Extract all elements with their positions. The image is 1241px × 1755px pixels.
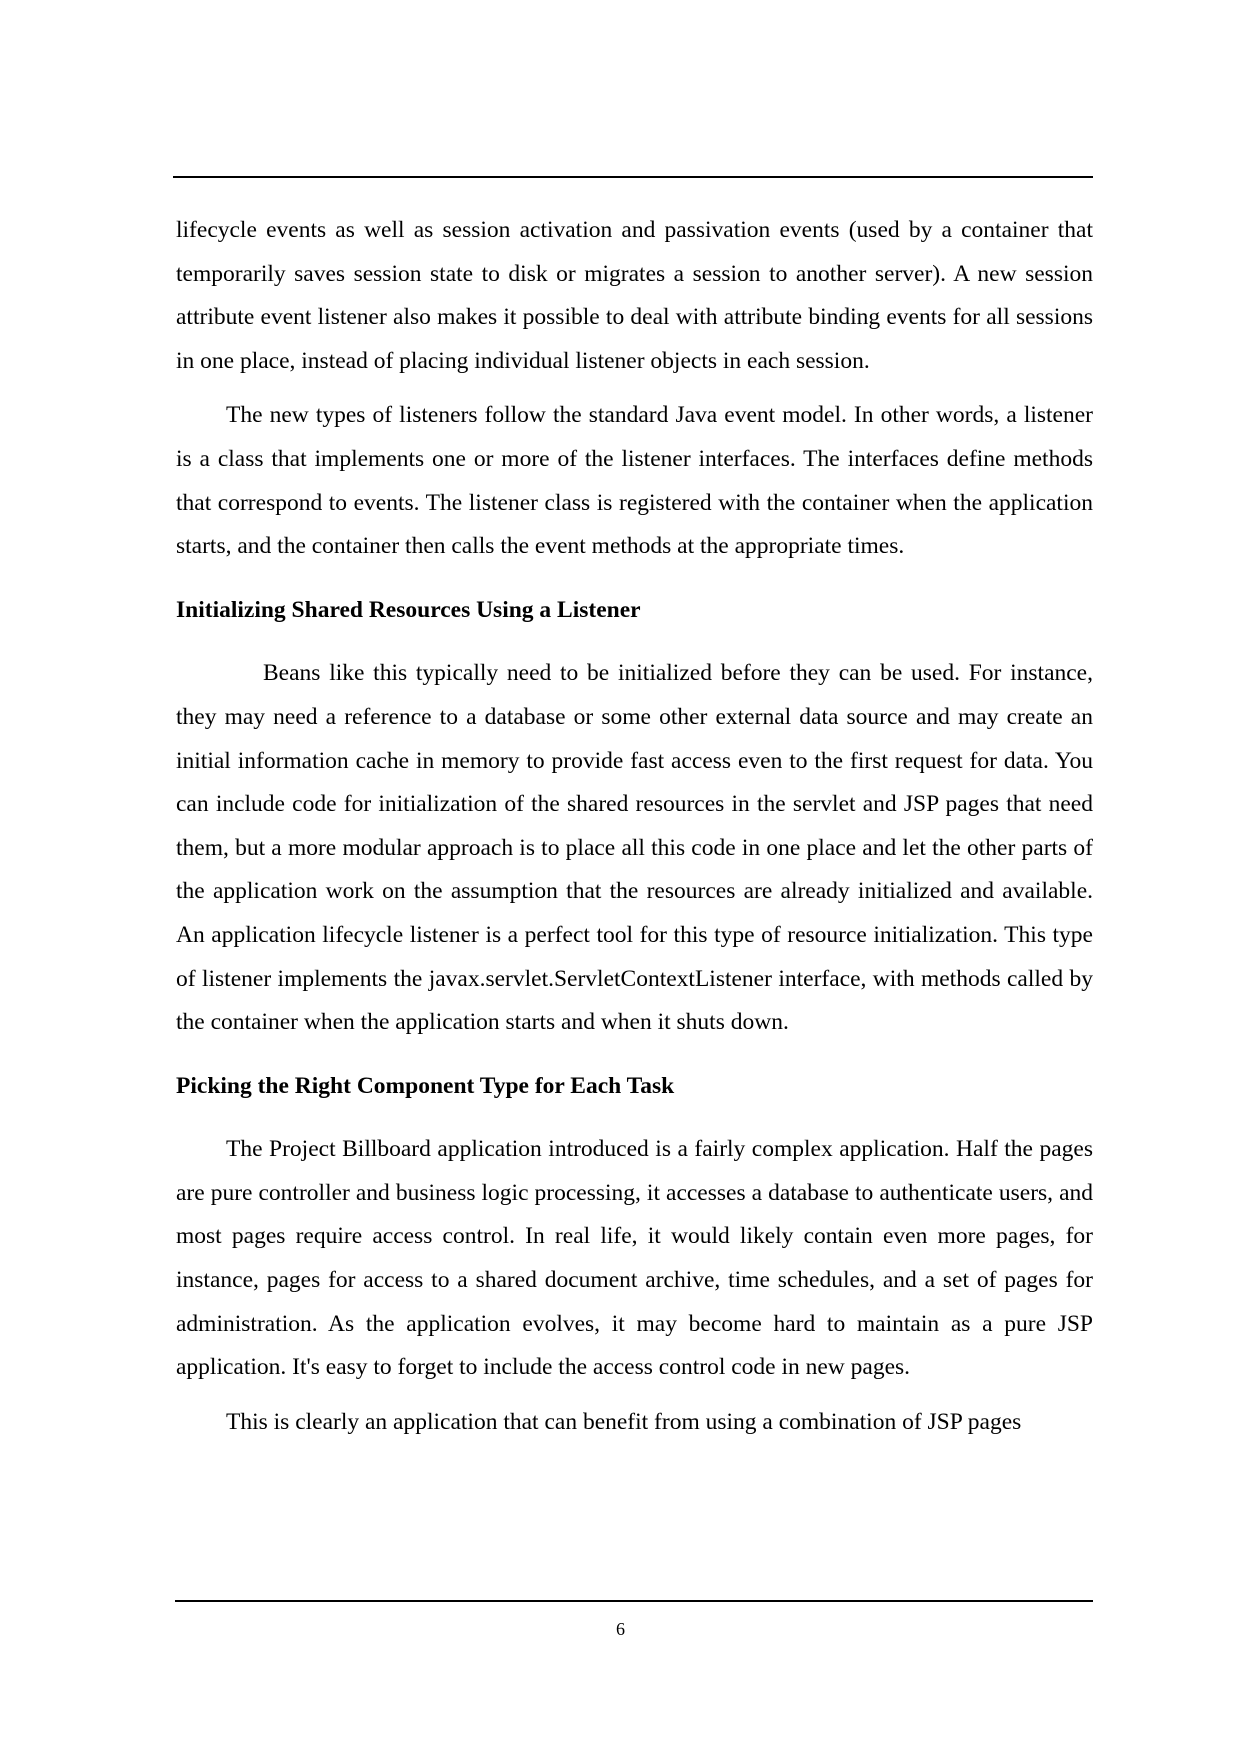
- paragraph-combination-jsp: This is clearly an application that can benefit from using a combination of JSP pages: [226, 1408, 1022, 1435]
- paragraph-lifecycle-events: lifecycle events as well as session activation and passivation events (used by a container that temporarily saves session state to disk or migrates a session to another server). A new session attribute event listener also makes it possible to deal with attribute binding events for all sessions in one place, instead of placing individual listener objects in each session.: [176, 217, 1093, 374]
- header-rule: [173, 176, 1093, 178]
- page-number: 6: [616, 1619, 625, 1639]
- section-heading-initializing-shared-resources: Initializing Shared Resources Using a Listener: [176, 596, 641, 623]
- paragraph-project-billboard: The Project Billboard application introduced is a fairly complex application. Half the pages are pure controller and business logic processing, it accesses a database to authenticate users, and most pages require access control. In real life, it would likely contain even more pages, for instance, pages for access to a shared document archive, time schedules, and a set of pages for administration. As the application evolves, it may become hard to maintain as a pure JSP application. It's easy to forget to include the access control code in new pages.: [176, 1136, 1093, 1381]
- body-text: [176, 209, 1093, 1444]
- section-heading-picking-component-type: Picking the Right Component Type for Each Task: [176, 1072, 675, 1099]
- footer-rule: [175, 1600, 1093, 1602]
- paragraph-listener-model: The new types of listeners follow the standard Java event model. In other words, a listener is a class that implements one or more of the listener interfaces. The interfaces define methods that correspond to events. The listener class is registered with the container when the application starts, and the container then calls the event methods at the appropriate times.: [176, 402, 1093, 560]
- paragraph-bean-initialization: Beans like this typically need to be initialized before they can be used. For instance, they may need a reference to a database or some other external data source and may create an initial information cache in memory to provide fast access even to the first request for data. You can include code for initialization of the shared resources in the servlet and JSP pages that need them, but a more modular approach is to place all this code in one place and let the other parts of the application work on the assumption that the resources are already initialized and available. An application lifecycle listener is a perfect tool for this type of resource initialization. This type of listener implements the javax.servlet.ServletContextListener interface, with methods called by the container when the application starts and when it shuts down.: [176, 660, 1093, 1036]
